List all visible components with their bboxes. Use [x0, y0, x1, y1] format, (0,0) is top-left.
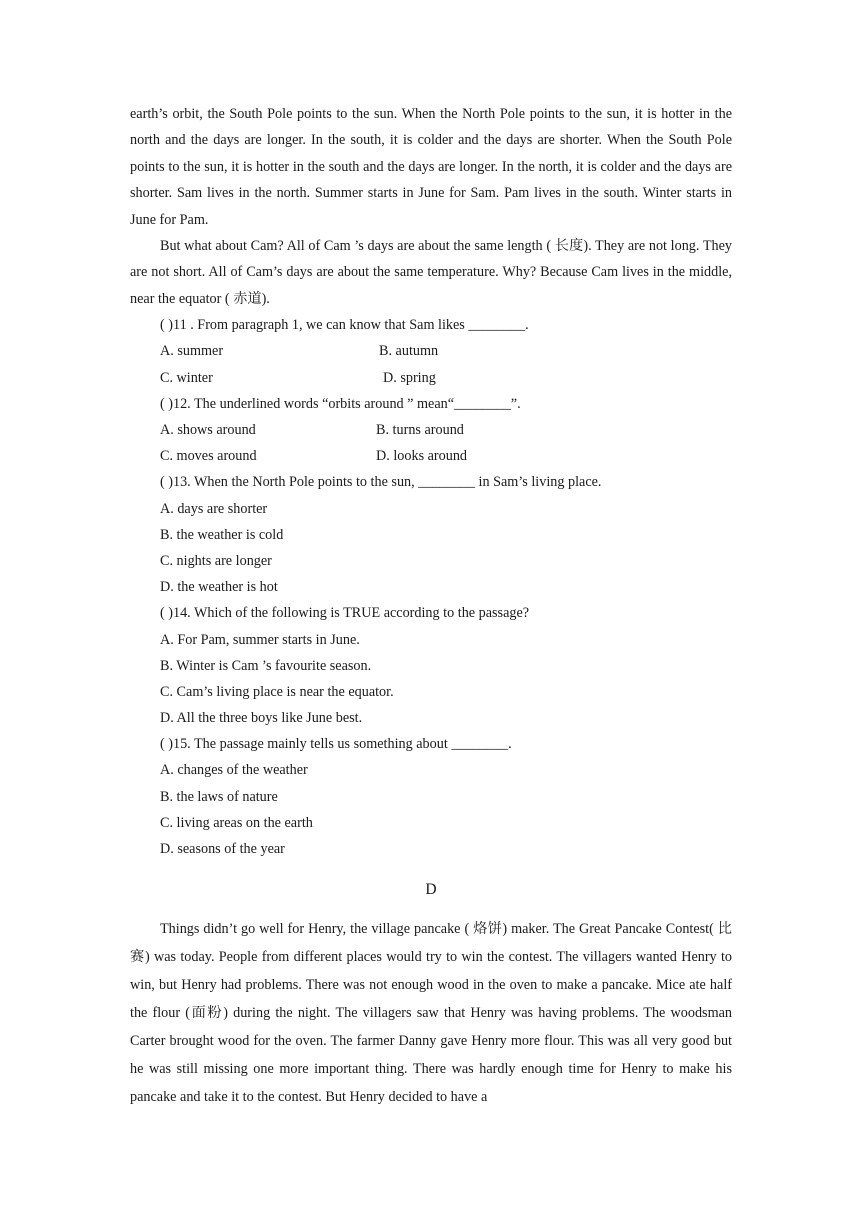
- document-content: [130, 101, 732, 1112]
- option: B. Winter is Cam ’s favourite season.: [160, 657, 372, 674]
- option: B. turns around: [376, 422, 464, 438]
- section-title: D: [425, 881, 437, 899]
- option: D. looks around: [376, 448, 468, 465]
- option: B. the laws of nature: [160, 788, 278, 805]
- option: D. the weather is hot: [160, 579, 278, 596]
- option: C. living areas on the earth: [160, 814, 313, 831]
- passage-paragraph: earth’s orbit, the South Pole points to the sun. When the North Pole points to the sun, it is hotter in the north and the days are longer. In the south, it is colder and the days are shorter. When the South Pole points to the sun, it is hotter in the south and the days are longer. In the north, it is colder and the days are shorter. Sam lives in the north. Summer starts in June for Sam. Pam lives in the south. Winter starts in June for Pam.: [130, 106, 732, 228]
- option: B. autumn: [379, 343, 439, 360]
- passage-paragraph: But what about Cam? All of Cam ’s days are about the same length ( 长度). They are not long. They are not short. All of Cam’s days are about the same temperature. Why? Because Cam lives in the middle, near the equator ( 赤道).: [130, 238, 732, 307]
- passage-paragraph: Things didn’t go well for Henry, the village pancake ( 烙饼) maker. The Great Pancake Contest( 比赛) was today. People from different places would try to win the contest. The villagers wanted Henry to win, but Henry had problems. There was not enough wood in the oven to make a pancake. Mice ate half the flour (面粉) during the night. The villagers saw that Henry was having problems. The woodsman Carter brought wood for the oven. The farmer Danny gave Henry more flour. This was all very good but he was still missing one more important thing. There was hardly enough time for Henry to make his pancake and take it to the contest. But Henry decided to have a: [130, 921, 732, 1105]
- option-row: [130, 417, 732, 443]
- question-stem: ( )15. The passage mainly tells us something about ________.: [160, 736, 512, 753]
- option: D. spring: [383, 369, 436, 386]
- option: A. shows around: [160, 422, 256, 438]
- option: A. For Pam, summer starts in June.: [160, 631, 360, 648]
- option-row: [130, 338, 732, 364]
- option: C. Cam’s living place is near the equator.: [160, 683, 394, 700]
- option-row: [130, 365, 732, 391]
- option: A. changes of the weather: [160, 762, 308, 779]
- option: C. moves around: [160, 448, 257, 465]
- option: C. winter: [160, 369, 213, 386]
- option: B. the weather is cold: [160, 526, 284, 543]
- option: A. summer: [160, 343, 224, 360]
- option-row: [130, 443, 732, 469]
- option: A. days are shorter: [160, 500, 268, 517]
- question-stem: ( )13. When the North Pole points to the sun, ________ in Sam’s living place.: [160, 474, 602, 491]
- question-stem: ( )14. Which of the following is TRUE according to the passage?: [160, 605, 530, 622]
- question-stem: ( )12. The underlined words “orbits around ” mean“________”.: [160, 395, 521, 412]
- option: D. seasons of the year: [160, 841, 285, 857]
- question-stem: ( )11 . From paragraph 1, we can know that Sam likes ________.: [160, 317, 529, 334]
- option: C. nights are longer: [160, 552, 272, 569]
- option: D. All the three boys like June best.: [160, 710, 363, 727]
